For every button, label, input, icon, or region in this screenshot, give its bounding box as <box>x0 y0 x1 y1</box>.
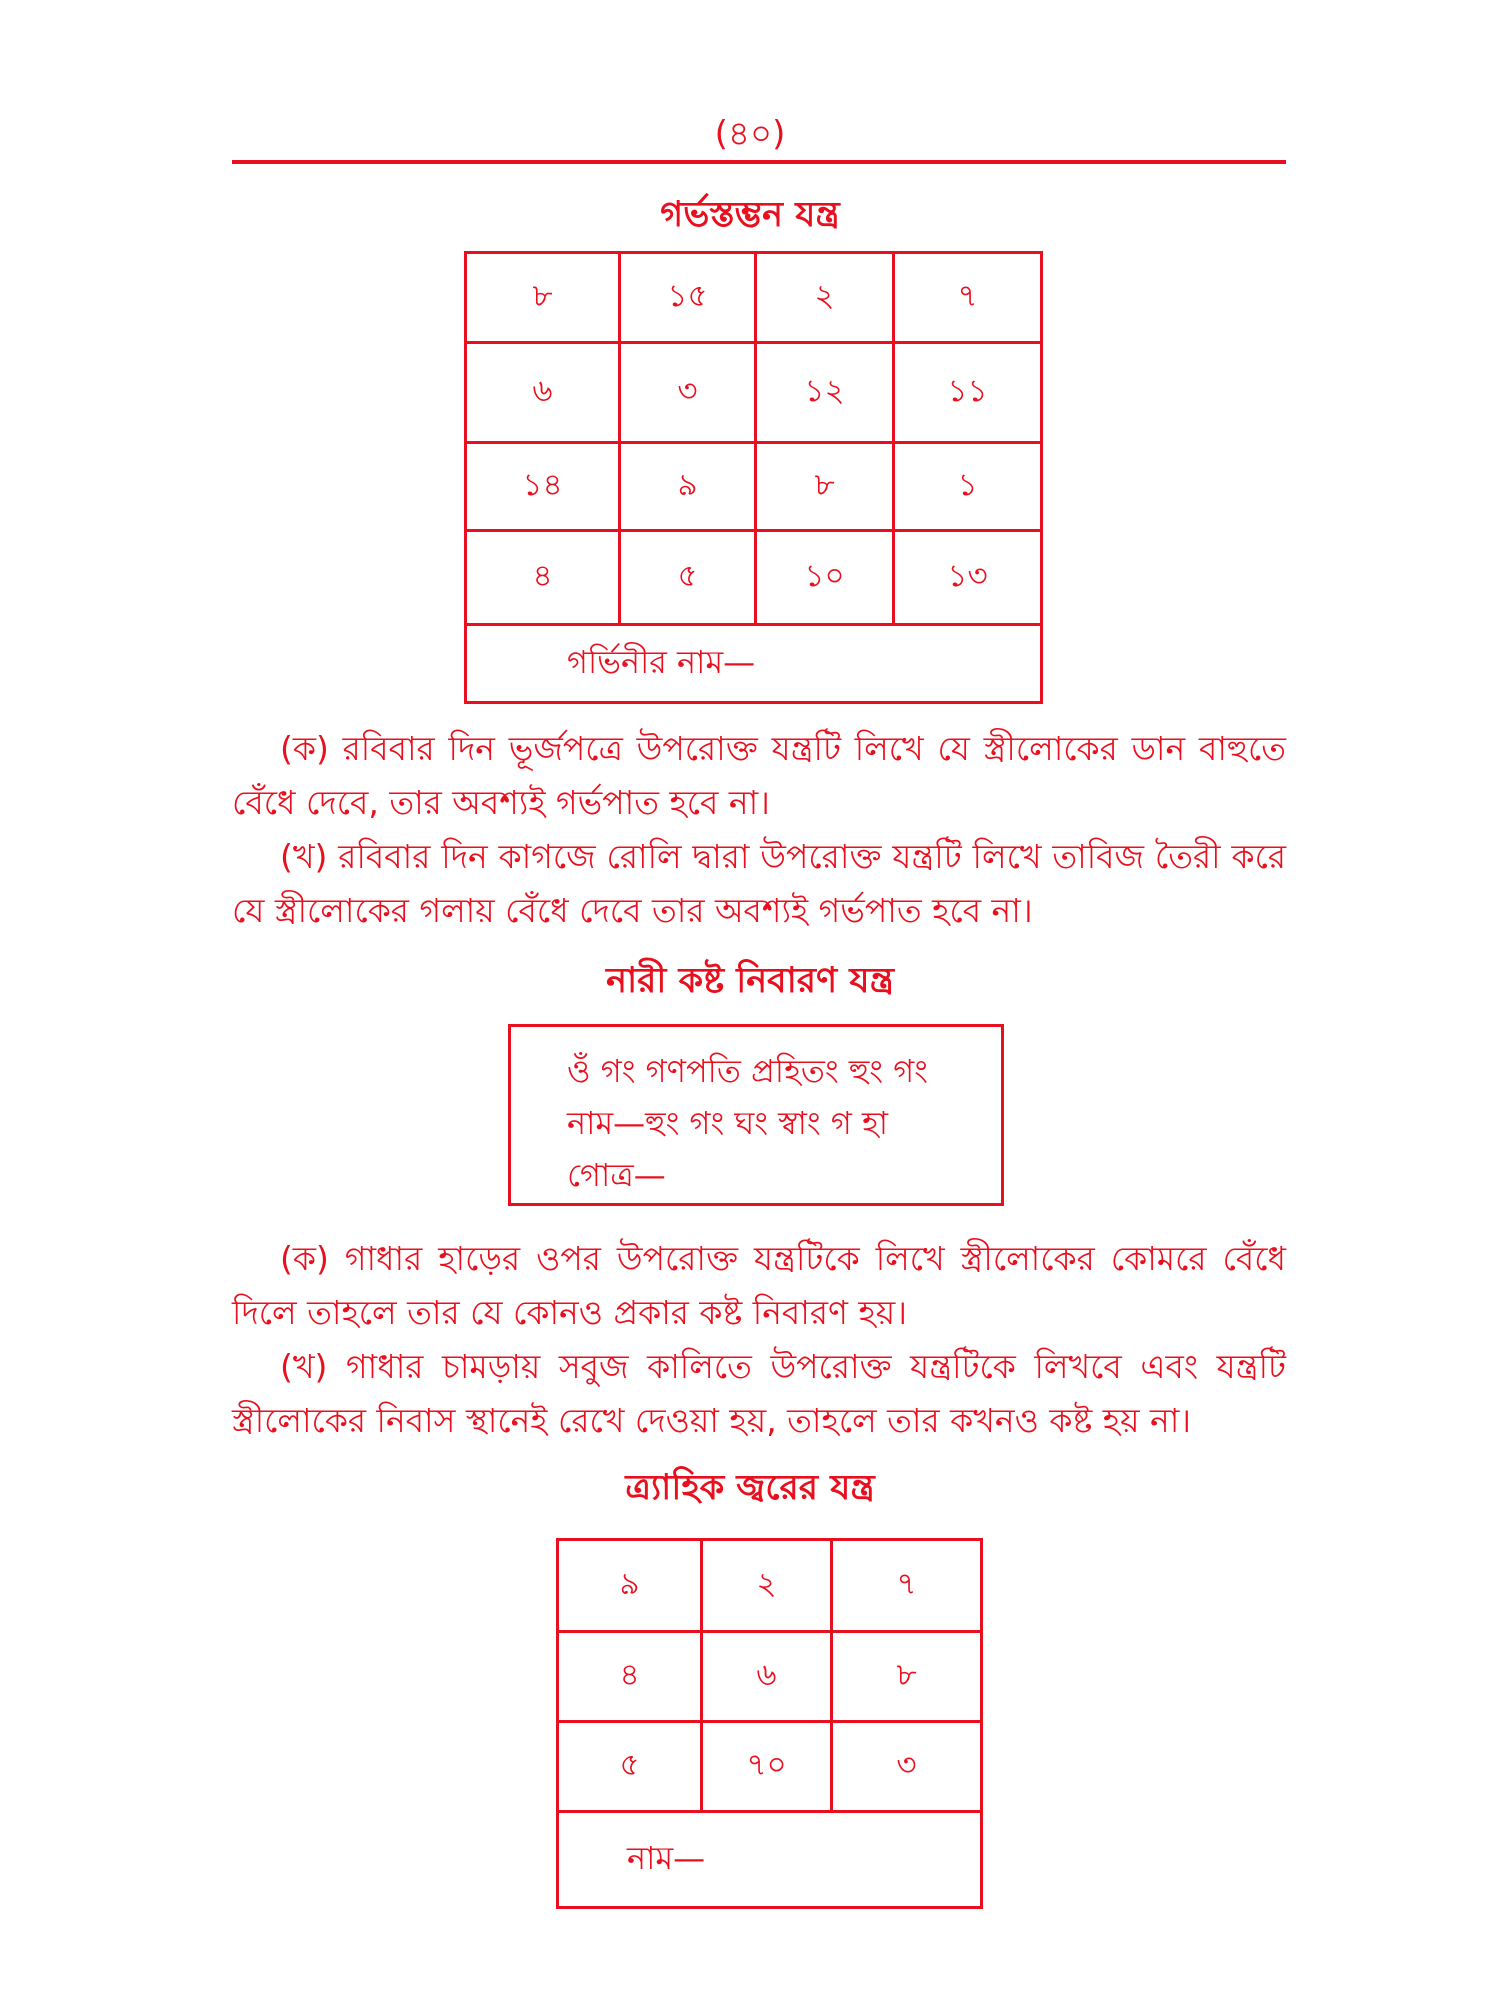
grid-cell: ২ <box>756 253 894 343</box>
grid-cell: ৬ <box>466 343 620 443</box>
section1-paragraph-ka: (ক) রবিবার দিন ভূর্জপত্রে উপরোক্ত যন্ত্রটি লিখে যে স্ত্রীলোকের ডান বাহুতে বেঁধে দেবে, তার অবশ্যই গর্ভপাত হবে না। <box>232 729 1286 822</box>
section2-paragraph-kha: (খ) গাধার চামড়ায় সবুজ কালিতে উপরোক্ত যন্ত্রটিকে লিখবে এবং যন্ত্রটি স্ত্রীলোকের নিবাস স্থানেই রেখে দেওয়া হয়, তাহলে তার কখনও কষ্ট হয় না। <box>232 1347 1286 1440</box>
grid-row <box>466 343 1042 443</box>
section2-title: নারী কষ্ট নিবারণ যন্ত্র <box>606 961 894 1001</box>
grid-cell: ২ <box>702 1540 832 1632</box>
grid-row <box>558 1722 982 1812</box>
grid-cell: ৯ <box>558 1540 702 1632</box>
section3-title: ত্র্যাহিক জ্বরের যন্ত্র <box>625 1468 875 1508</box>
grid-cell: ৫ <box>558 1722 702 1812</box>
grid-cell: ১৫ <box>620 253 756 343</box>
grid-cell: ১ <box>894 443 1042 531</box>
mantra-line: গোত্র— <box>567 1156 666 1194</box>
grid-cell: ৬ <box>702 1632 832 1722</box>
grid-cell: ১৪ <box>466 443 620 531</box>
grid-cell: ৪ <box>466 531 620 625</box>
grid-cell: ৪ <box>558 1632 702 1722</box>
grid-cell: ৩ <box>832 1722 982 1812</box>
grid-row <box>558 1540 982 1632</box>
mantra-box <box>508 1024 1004 1206</box>
section1-yantra-grid <box>464 251 1043 704</box>
name-row <box>466 625 1042 703</box>
section1-title: গর্ভস্তম্ভন যন্ত্র <box>660 195 840 235</box>
grid-row <box>466 443 1042 531</box>
pregnant-name-label: গর্ভিনীর নাম— <box>466 625 1042 703</box>
grid-cell: ৫ <box>620 531 756 625</box>
grid-cell: ১০ <box>756 531 894 625</box>
section2-paragraph-ka: (ক) গাধার হাড়ের ওপর উপরোক্ত যন্ত্রটিকে লিখে স্ত্রীলোকের কোমরে বেঁধে দিলে তাহলে তার যে কোনও প্রকার কষ্ট নিবারণ হয়। <box>232 1239 1286 1332</box>
grid-cell: ১১ <box>894 343 1042 443</box>
mantra-line: ওঁ গং গণপতি প্রহিতং হুং গং <box>567 1052 928 1090</box>
grid-cell: ৯ <box>620 443 756 531</box>
name-row <box>558 1812 982 1908</box>
section1-paragraph-kha: (খ) রবিবার দিন কাগজে রোলি দ্বারা উপরোক্ত যন্ত্রটি লিখে তাবিজ তৈরী করে যে স্ত্রীলোকের গলায় বেঁধে দেবে তার অবশ্যই গর্ভপাত হবে না। <box>232 837 1286 930</box>
grid-cell: ৭ <box>894 253 1042 343</box>
grid-cell: ৮ <box>756 443 894 531</box>
grid-cell: ১২ <box>756 343 894 443</box>
header-rule <box>232 160 1286 164</box>
grid-cell: ১৩ <box>894 531 1042 625</box>
grid-row <box>466 253 1042 343</box>
grid-cell: ৮ <box>466 253 620 343</box>
mantra-line: নাম—হুং গং ঘং স্বাং গ হা <box>567 1104 889 1142</box>
section3-yantra-grid <box>556 1538 983 1909</box>
grid-row <box>466 531 1042 625</box>
page-number: (৪০) <box>714 114 786 154</box>
grid-cell: ৭০ <box>702 1722 832 1812</box>
grid-cell: ৭ <box>832 1540 982 1632</box>
grid-cell: ৩ <box>620 343 756 443</box>
name-label: নাম— <box>558 1812 982 1908</box>
grid-row <box>558 1632 982 1722</box>
grid-cell: ৮ <box>832 1632 982 1722</box>
